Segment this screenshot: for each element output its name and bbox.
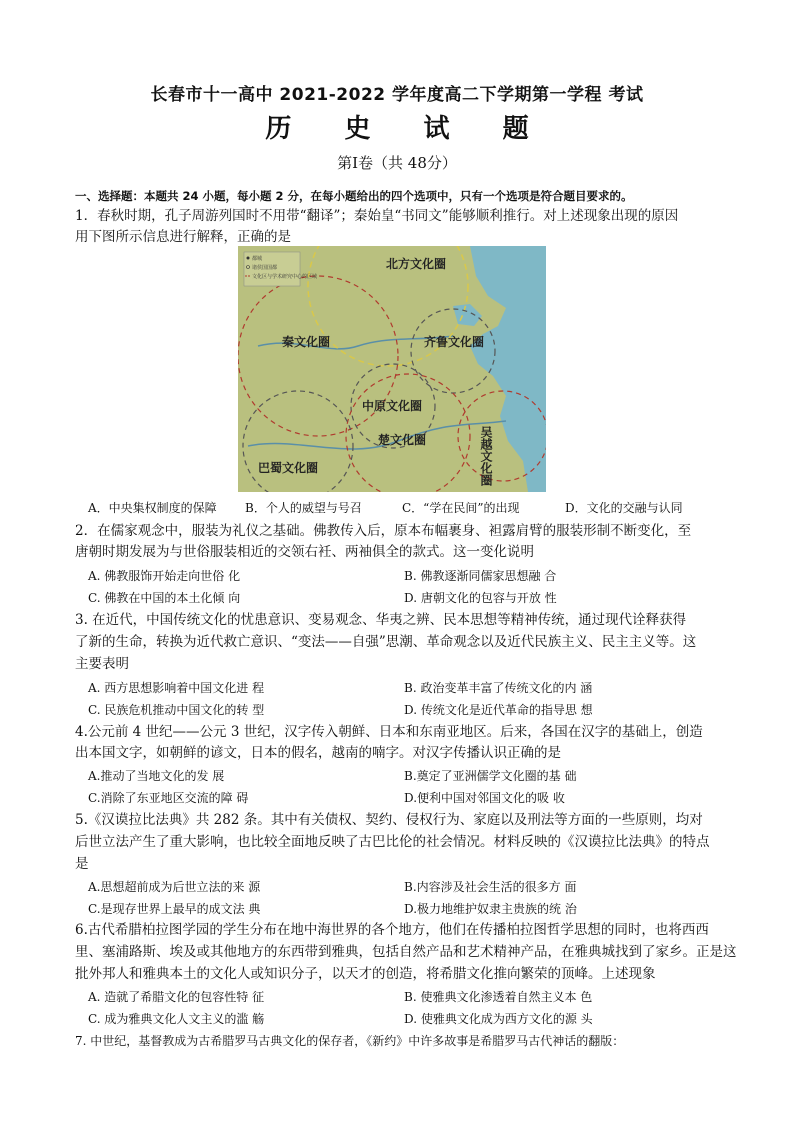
q6-stem-line1: 6.古代希腊柏拉图学园的学生分布在地中海世界的各个地方，他们在传播柏拉图哲学思想的同时，也将西西 bbox=[75, 922, 709, 938]
q2-stem-line2: 唐朝时期发展为与世俗服装相近的交领右衽、两袖俱全的款式。这一变化说明 bbox=[75, 544, 534, 560]
q2-stem-line1: 2．在儒家观念中，服装为礼仪之基础。佛教传入后，原本布幅裹身、袒露肩臂的服装形制不断变化，至 bbox=[75, 523, 692, 539]
q1-option-d[interactable]: D．文化的交融与认同 bbox=[565, 501, 683, 515]
q2-option-c[interactable]: C. 佛教在中国的本土化倾 向 bbox=[88, 591, 241, 605]
q1-option-a[interactable]: A．中央集权制度的保障 bbox=[88, 501, 217, 515]
q1-stem-line2: 用下图所示信息进行解释，正确的是 bbox=[75, 229, 291, 245]
legend-region: 文化区与学术研究中心的区域 bbox=[252, 274, 318, 280]
q5-stem-line1: 5.《汉谟拉比法典》共 282 条。其中有关债权、契约、侵权行为、家庭以及刑法等方面的一些原则，均对 bbox=[75, 812, 703, 828]
q6-stem-line3: 批外邦人和雅典本土的文化人或知识分子，以天才的创造，将希腊文化推向繁荣的顶峰。上述现象 bbox=[75, 966, 656, 982]
q6-stem-line2: 里、塞浦路斯、埃及或其他地方的东西带到雅典，包括自然产品和艺术精神产品，在雅典城找到了家乡。正是这 bbox=[75, 944, 737, 960]
label-wuyue: 吴越文化圈 bbox=[479, 426, 493, 486]
label-qilu: 齐鲁文化圈 bbox=[424, 335, 485, 349]
q5-option-a[interactable]: A.思想超前成为后世立法的来 源 bbox=[88, 880, 261, 894]
label-qin: 秦文化圈 bbox=[282, 335, 331, 349]
culture-map-svg bbox=[238, 246, 546, 492]
exam-title: 长春市十一高中 2021-2022 学年度高二下学期第一学程 考试 bbox=[150, 85, 644, 105]
q1-stem-line1: 1．春秋时期，孔子周游列国时不用带“翻译”；秦始皇“书同文”能够顺利推行。对上述现象出现的原因 bbox=[75, 208, 679, 224]
q4-stem-line1: 4.公元前 4 世纪——公元 3 世纪，汉字传入朝鲜、日本和东南亚地区。后来，各国在汉字的基础上，创造 bbox=[75, 724, 703, 740]
q1-option-b[interactable]: B．个人的威望与号召 bbox=[245, 501, 362, 515]
q2-option-d[interactable]: D. 唐朝文化的包容与开放 性 bbox=[404, 591, 557, 605]
label-central: 中原文化圈 bbox=[362, 399, 423, 413]
q3-stem-line2: 了新的生命，转换为近代救亡意识、“变法——自强”思潮、革命观念以及近代民族主义、民主主义等。这 bbox=[75, 634, 697, 650]
q1-option-c[interactable]: C．“学在民间”的出现 bbox=[402, 501, 520, 515]
q4-option-d[interactable]: D.便利中国对邻国文化的吸 收 bbox=[404, 791, 565, 805]
subject-title: 历 史 试 题 bbox=[265, 114, 551, 144]
q3-option-c[interactable]: C. 民族危机推动中国文化的转 型 bbox=[88, 703, 265, 717]
legend-vassal: 诸侯国国都 bbox=[252, 265, 278, 271]
q4-stem-line2: 出本国文字，如朝鲜的谚文，日本的假名，越南的喃字。对汉字传播认识正确的是 bbox=[75, 745, 561, 761]
q7-stem-line1: 7. 中世纪，基督教成为古希腊罗马古典文化的保存者，《新约》中许多故事是希腊罗马古代神话的翻版： bbox=[75, 1034, 625, 1048]
label-chu: 楚文化圈 bbox=[378, 433, 427, 447]
section-instructions: 一、选择题：本题共 24 小题，每小题 2 分，在每小题给出的四个选项中，只有一个选项是符合题目要求的。 bbox=[75, 189, 633, 203]
culture-map bbox=[238, 246, 546, 492]
q5-stem-line3: 是 bbox=[75, 856, 89, 872]
q3-stem-line3: 主要表明 bbox=[75, 656, 129, 672]
part-title: 第Ⅰ卷（共 48分） bbox=[337, 154, 457, 172]
q4-option-b[interactable]: B.奠定了亚洲儒学文化圈的基 础 bbox=[404, 769, 577, 783]
q3-stem-line1: 3. 在近代，中国传统文化的忧患意识、变易观念、华夷之辨、民本思想等精神传统，通过现代诠释获得 bbox=[75, 612, 687, 628]
legend-capital: 都城 bbox=[252, 256, 263, 262]
q4-option-a[interactable]: A.推动了当地文化的发 展 bbox=[88, 769, 225, 783]
q5-option-c[interactable]: C.是现存世界上最早的成文法 典 bbox=[88, 902, 261, 916]
q3-option-a[interactable]: A. 西方思想影响着中国文化进 程 bbox=[88, 681, 265, 695]
q6-option-a[interactable]: A. 造就了希腊文化的包容性特 征 bbox=[88, 990, 265, 1004]
label-bashu: 巴蜀文化圈 bbox=[258, 461, 319, 475]
q3-option-b[interactable]: B. 政治变革丰富了传统文化的内 涵 bbox=[404, 681, 593, 695]
q6-option-c[interactable]: C. 成为雅典文化人文主义的滥 觞 bbox=[88, 1012, 265, 1026]
q4-option-c[interactable]: C.消除了东亚地区交流的障 碍 bbox=[88, 791, 249, 805]
label-north: 北方文化圈 bbox=[386, 257, 447, 271]
q5-stem-line2: 后世立法产生了重大影响，也比较全面地反映了古巴比伦的社会情况。材料反映的《汉谟拉比法典》的特点 bbox=[75, 834, 710, 850]
q2-option-b[interactable]: B. 佛教逐渐同儒家思想融 合 bbox=[404, 569, 557, 583]
q6-option-d[interactable]: D. 使雅典文化成为西方文化的源 头 bbox=[404, 1012, 593, 1026]
q5-option-d[interactable]: D.极力地维护奴隶主贵族的统 治 bbox=[404, 902, 577, 916]
legend-capital-icon bbox=[247, 257, 250, 260]
q6-option-b[interactable]: B. 使雅典文化渗透着自然主义本 色 bbox=[404, 990, 593, 1004]
q5-option-b[interactable]: B.内容涉及社会生活的很多方 面 bbox=[404, 880, 577, 894]
q3-option-d[interactable]: D. 传统文化是近代革命的指导思 想 bbox=[404, 703, 593, 717]
q2-option-a[interactable]: A. 佛教服饰开始走向世俗 化 bbox=[88, 569, 241, 583]
